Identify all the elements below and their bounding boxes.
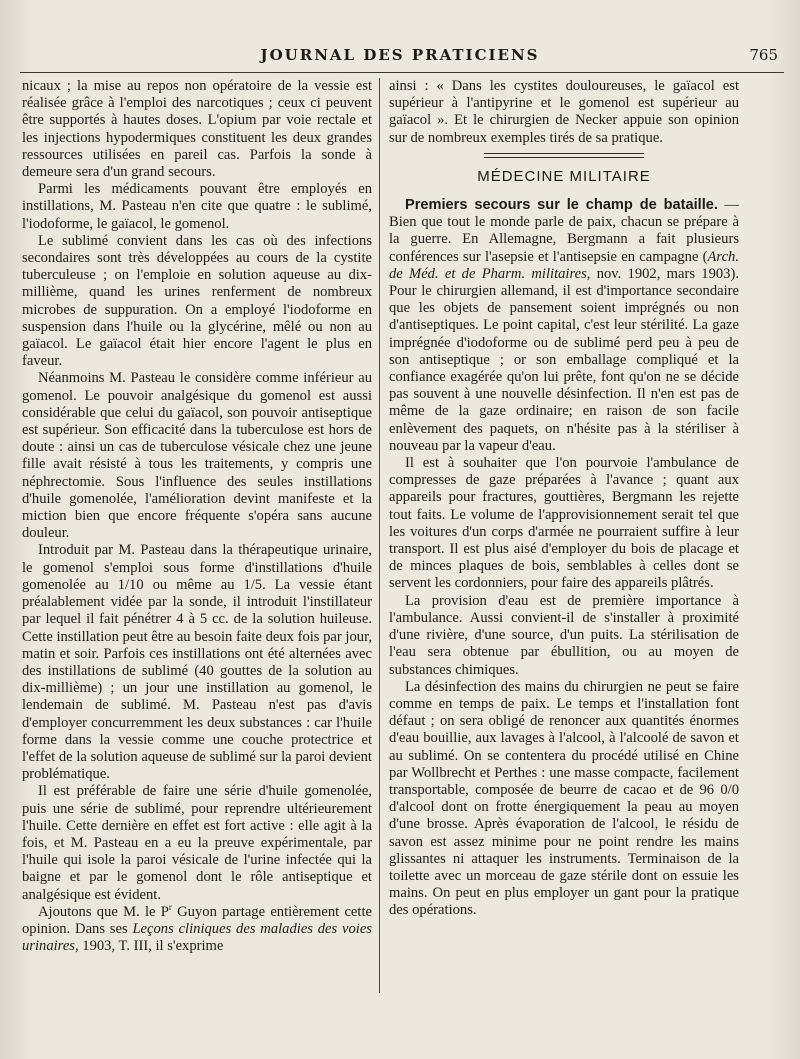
paragraph: La provision d'eau est de première importance à l'ambulance. Aussi convient-il de s'installer à proximité d'une rivière, d'une source, d'un puits. La stérilisation de l'eau sera obtenue par ébullition, ou au moyen de substances chimiques.	[389, 592, 739, 678]
text-run: nov. 1902, mars 1903). Pour le chirurgien allemand, il est d'importance secondaire que les objets de pansement soient imprégnés ou non d'antiseptiques. Le point capital, c'est leur stérilité. La gaze imprégnée d'iodoforme ou de sublimé perd peu à peu de son antiseptique ; or son emballage compliqué et la confiance exagérée qu'on lui prête, font qu'on ne se décide pas souvent à une nouvelle désinfection. Il n'en est pas de même de la gaze ordinaire; en raison de son facile enlèvement des paquets, on n'hésite pas à la stériliser à nouveau par la vapeur d'eau.	[389, 265, 739, 454]
header-rule	[20, 72, 784, 73]
section-title: MÉDECINE MILITAIRE	[477, 167, 651, 185]
superscript: r	[168, 901, 172, 912]
page-number: 765	[749, 46, 778, 64]
right-column	[389, 78, 739, 920]
journal-reference: Arch. de Méd. et de Pharm. militaires,	[389, 248, 739, 282]
paragraph: nicaux ; la mise au repos non opératoire de la vessie est réalisée grâce à l'emploi des narcotiques ; ceux ci peuvent être supportés à hautes doses. L'opium par voie rectale et les injections hypodermiques constituent les deux grandes ressources utilisées en pareil cas. Parfois la sonde à demeure sera d'un grand secours.	[22, 78, 372, 181]
paragraph: Il est à souhaiter que l'on pourvoie l'ambulance de compresses de gaze préparées à l'avance ; quant aux appareils pour fractures, gouttières, Bergmann les rejette tout faits. Le volume de l'approvisionnement serait tel que les voitures d'un corps d'armée ne pourraient suffire à leur transport. Il est plus aisé d'employer du bois de placage et de minces plaques de bois, semblables à celles dont se servent les cordonniers, pour faire des appareils plâtrés.	[389, 455, 739, 592]
journal-title: JOURNAL DES PRATICIENS	[260, 46, 540, 64]
section-separator	[484, 153, 644, 158]
running-header	[20, 46, 780, 68]
paragraph: Néanmoins M. Pasteau le considère comme inférieur au gomenol. Le pouvoir analgésique du gomenol est aussi considérable que celui du gaïacol, son pouvoir antiseptique est supérieur. Son efficacité dans la tuberculose est hors de doute : ainsi un cas de tuberculose vésicale chez une jeune fille avait résisté à tous les traitements, y compris une néphrectomie. Sous l'influence des seules instillations d'huile gomenolée, l'amélioration devint manifeste et la miction bien que encore fréquente s'opéra sans aucune douleur.	[22, 370, 372, 542]
paragraph: ainsi : « Dans les cystites douloureuses, le gaïacol est supérieur à l'antipyrine et le gomenol est supérieur au gaïacol ». Et le chirurgien de Necker appuie son opinion sur de nombreux exemples tirés de sa pratique.	[389, 78, 739, 146]
text-run: Guyon partage entièrement cette opinion. Dans ses	[22, 903, 373, 937]
text-run: Ajoutons que M. le P	[38, 903, 169, 920]
paragraph: La désinfection des mains du chirurgien ne peut se faire comme en temps de paix. Le temps et l'installation font défaut ; on sera obligé de renoncer aux quantités énormes d'eau bouillie, aux lavages à l'alcool, à l'alcoolé de savon et au sublimé. On se contentera du procédé utilisé en Chine par Wollbrecht et Perthes : une masse compacte, facilement transportable, composée de beurre de cacao et de 96 0/0 d'alcool dont on frotte énergiquement la peau au moyen d'une brosse. Après évaporation de l'alcool, le résidu de savon est assez minime pour ne point rendre les mains glissantes ni attaquer les instruments. Terminaison de la toilette avec un morceau de gaze stérile dont on essuie les mains. On peut en plus employer un gant pour la pratique des opérations.	[389, 678, 739, 919]
paragraph	[22, 901, 373, 956]
column-divider	[379, 78, 380, 993]
book-title: Leçons cliniques des maladies des voies urinaires,	[22, 920, 372, 955]
paragraph: Il est préférable de faire une série d'huile gomenolée, puis une série de sublimé, pour reprendre ultérieurement l'huile. Cette dernière en effet est fort active : elle agit à la fois, et M. Pasteau en a eu la preuve expérimentale, par l'huile qui isole la paroi vésicale de l'urine infectée qui la baigne et par le gomenol dont le rôle antiseptique et analgésique est évident.	[22, 783, 372, 903]
paragraph: Le sublimé convient dans les cas où des infections secondaires sont très développées au cours de la cystite tuberculeuse ; on l'emploie en solution aqueuse au dix-millième, quand les urines renferment de nombreux microbes de suppuration. On a employé l'iodoforme en suspension dans l'huile ou la glycérine, mêlé ou non au gaïacol. Le gaïacol était hier encore l'agent le plus en faveur.	[22, 232, 372, 370]
paragraph	[389, 197, 739, 455]
text-run: 1903, T. III, il s'exprime	[78, 938, 224, 955]
article-title: Premiers secours sur le champ de bataille.	[405, 197, 718, 214]
paragraph: Introduit par M. Pasteau dans la thérapeutique urinaire, le gomenol s'emploi sous forme d'instillations d'huile gomenolée au 1/10 ou même au 1/5. La vessie étant préalablement vidée par la sonde, il introduit l'instillateur par lequel il fait pénétrer 4 à 5 cc. de la solution huileuse. Cette instillation peut être au besoin faite deux fois par jour, matin et soir. Parfois ces instillations ont été alternées avec des instillations de sublimé (40 gouttes de la solution au dix-millième) ; un jour une instillation au gomenol, le lendemain de sublimé. M. Pasteau n'est pas d'avis d'employer concurremment les deux substances : car l'huile forme dans la vessie comme une couche protectrice et l'effet de la solution aqueuse de sublimé sur la paroi devient problématique.	[22, 542, 372, 783]
paragraph: Parmi les médicaments pouvant être employés en instillations, M. Pasteau n'en cite que quatre : le sublimé, l'iodoforme, le gaïacol, le gomenol.	[22, 181, 372, 232]
left-column	[22, 78, 372, 955]
text-run: — Bien que tout le monde parle de paix, chacun se prépare à la guerre. En Allemagne, Bergmann a fait plusieurs conférences sur l'asepsie et l'antisepsie en campagne (	[389, 197, 739, 265]
